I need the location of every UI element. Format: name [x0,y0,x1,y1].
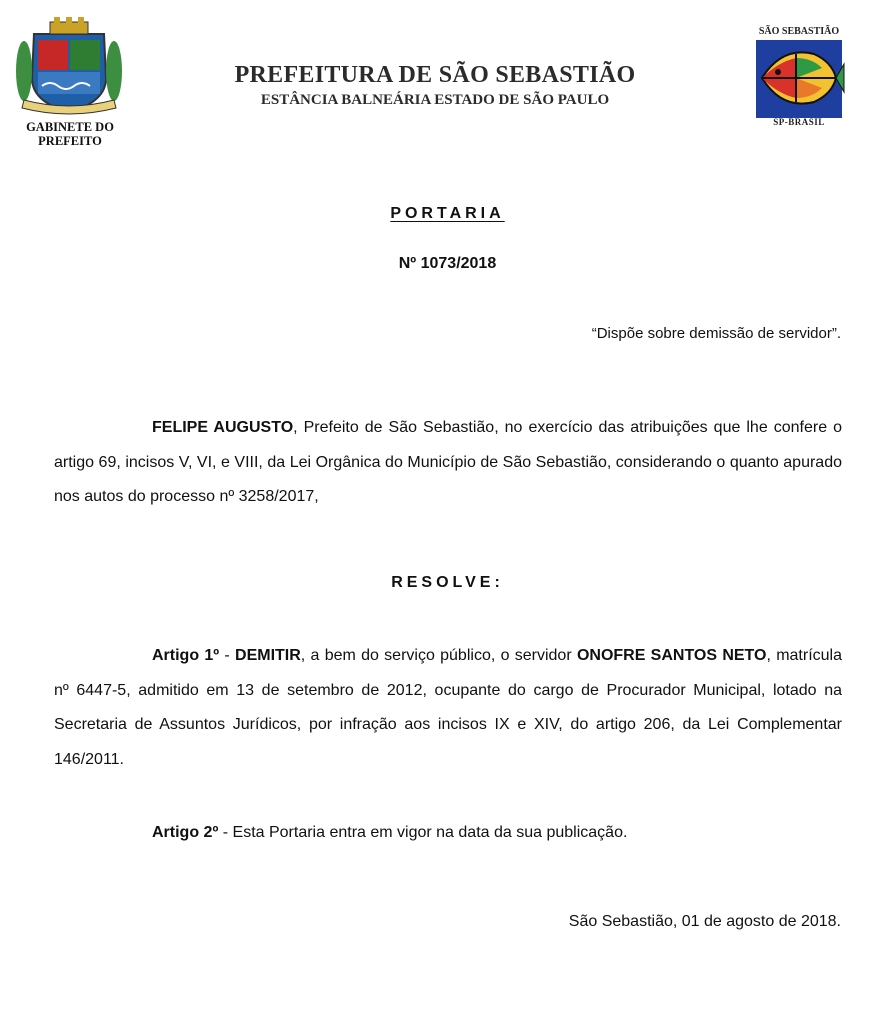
preamble-text: , Prefeito de São Sebastião, no exercício das atribuições que lhe confere o artigo 69, incisos V, VI, e VIII, da Lei Orgânica do Município de São Sebastião, considerando o quanto apurado nos autos do processo nº 3258/2017, [54,419,842,505]
city-logo-top-text: SÃO SEBASTIÃO [758,26,840,37]
prefecture-subtitle: ESTÂNCIA BALNEÁRIA ESTADO DE SÃO PAULO [260,92,610,108]
article-1-text-part1: , a bem do serviço público, o servidor [300,647,577,664]
article-1-dash: - [219,647,236,664]
municipal-coat-of-arms-icon [14,16,124,118]
article-1-text-part2: , matrícula nº 6447-5, admitido em 13 de setembro de 2012, ocupante do cargo de Procurador Municipal, lotado na Secretaria de Assuntos Jurídicos, por infração aos incisos IX e XIV, do artigo 206, da Lei Complementar 146/2011. [54,647,843,768]
servant-name: ONOFRE SANTOS NETO [576,647,767,664]
article-2-paragraph [54,816,842,851]
document-number: Nº 1073/2018 [398,255,497,272]
cabinet-label-line2: PREFEITO [38,134,102,148]
article-1-label: Artigo 1º [152,647,220,664]
letterhead [0,0,879,160]
city-fish-logo-icon [752,28,846,124]
article-1-verb: DEMITIR [235,647,301,664]
document-title: PORTARIA [390,205,505,222]
cabinet-label-line1: GABINETE DO [26,120,114,134]
article-1-paragraph [54,639,842,777]
article-2-text: - Esta Portaria entra em vigor na data da sua publicação. [218,824,628,841]
cabinet-label [10,120,130,148]
resolve-heading: RESOLVE: [391,574,504,591]
city-logo-bottom-text: SP-BRASIL [773,117,825,127]
document-ementa: “Dispõe sobre demissão de servidor”. [591,325,841,342]
prefecture-title: PREFEITURA DE SÃO SEBASTIÃO [234,62,636,88]
article-2-label: Artigo 2º [152,824,219,841]
preamble-paragraph [54,411,842,515]
mayor-name: FELIPE AUGUSTO [152,419,294,436]
date-line: São Sebastião, 01 de agosto de 2018. [568,913,841,930]
